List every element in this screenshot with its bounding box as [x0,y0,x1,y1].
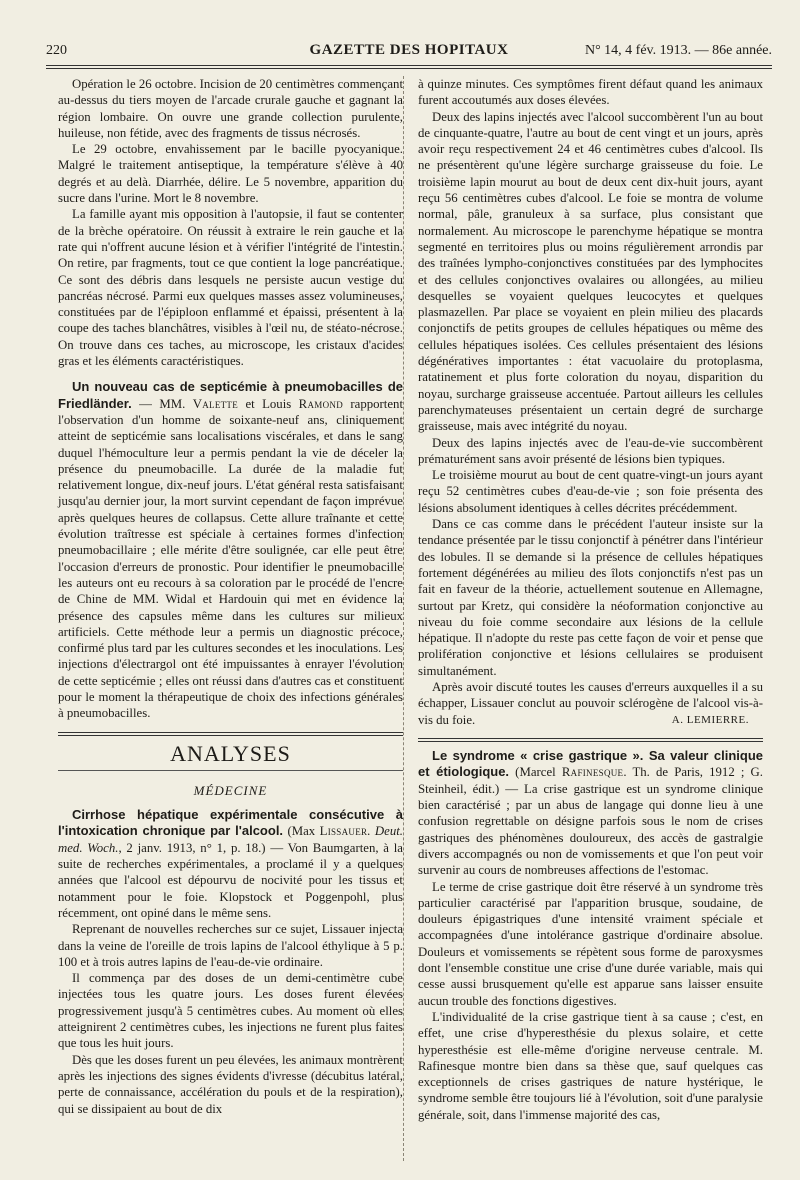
paragraph: Dans ce cas comme dans le précédent l'auteur insiste sur la tendance présentée par le tissu conjonctif à pénétrer dans l'intérieur des lobules. Il se demande si la présence de cellules hépatiques fortement dégénérées au milieu des îlots conjonctifs n'est pas un fait en faveur de la théorie, actuellement soutenue en Allemagne, surtout par Kretz, qui considère la néoformation conjonctive au niveau du foie comme secondaire aux lésions de la cellule hépatique. Il n'adopte du reste pas cette façon de voir et pense que prolifération conjonctive et lésions cellulaires se produisent simultanément. [418,517,763,678]
article-heading: Cirrhose hépatique expérimentale consécutive à l'intoxication chronique par l'alcool. [58,807,403,839]
author-signature: A. LEMIERRE. [671,713,749,726]
section-title: MÉDECINE [193,782,268,798]
author-name: Lissauer [319,824,368,839]
article-crise-gastrique [418,748,763,878]
journal-title: GAZETTE DES HOPITAUX [309,42,509,58]
article-heading: Le syndrome « crise gastrique ». Sa valeur clinique et étiologique. [418,748,763,780]
author-name: Ramond [298,396,343,411]
paragraph: Le troisième mourut au bout de cent quatre-vingt-un jours ayant reçu 52 centimètres cubes d'eau-de-vie ; son foie présenta des lésions absolument identiques à celles décrites précédemment. [418,468,763,515]
paragraph: Dès que les doses furent un peu élevées, les animaux montrèrent après les injections des signes évidents d'ivresse (décubitus latéral, perte de connaissance, accélération du pouls et de la respiration), qui se dissipaient au bout de dix [58,1052,403,1116]
journal-ref: . Deut. med. Woch. [58,824,403,855]
article-heading: Un nouveau cas de septicémie à pneumobacilles de Friedländer. [58,379,403,411]
paragraph: La famille ayant mis opposition à l'autopsie, il faut se contenter de la brèche opératoire. On réussit à extraire le rein gauche et la rate qui n'offrent aucune lésion et à vérifier l'intégrité de l'intestin. On retire, par fragments, tout ce que contient la loge pancréatique. Ce sont des débris dans lesquels ne persiste aucun vestige du pancréas nécrosé. Parmi eux quelques masses assez volumineuses, constituées par de l'épiploon enflammé et épaissi, présentent à la coupe des taches blanchâtres, visibles à l'œil nu, de stéato-nécrose. On trouve dans ces taches, au microscope, les cristaux d'acides gras et les éléments caractéristiques. [58,207,403,369]
page-number: 220 [46,43,67,58]
article-rule [418,738,763,742]
analyses-title: ANALYSES [170,740,291,766]
paragraph: Reprenant de nouvelles recherches sur ce sujet, Lissauer injecta dans la veine de l'oreille de trois lapins de l'alcool éthylique à 5 p. 100 et à trois autres lapins de l'eau-de-vie ordinaire. [58,922,403,969]
paragraph: L'individualité de la crise gastrique tient à sa cause ; c'est, en effet, une crise d'hyperesthésie du plexus solaire, et cette hyperesthésie est elle-même d'origine nerveuse centrale. M. Rafinesque montre bien dans sa thèse que, sauf quelques cas exceptionnels de crises gastriques de nature hystérique, le syndrome semble être toujours lié à l'évolution, soit d'une paralysie générale, soit, dans l'immense majorité des cas, [418,1009,763,1122]
text-run: rapportent l'observation d'un homme de soixante-neuf ans, cliniquement atteint de septicémie sans localisations viscérales, et dans le sang duquel l'hémoculture leur a permis pendant la vie de déceler la présence du pneumobacille. La durée de la maladie fut relativement longue, dix-neuf jours. L'état général resta satisfaisant jusqu'au dernier jour, la mort survint cependant de façon imprévue après quelques heures de collapsus. Cette allure traînante et cette évolution traîtresse est spéciale à certaines formes d'infection pneumobacillaire ; elle mérite d'être soulignée, car elle peut être l'occasion d'erreurs de pronostic. Pour identifier le pneumobacille les auteurs ont eu recours à sa coloration par le procédé de l'encre de Chine de MM. Widal et Hardouin qui met en évidence la présence des capsules même dans les cultures sur milieux artificiels. Cette méthode leur a permis un diagnostic précoce, confirmé plus tard par les cultures secondes et les inoculations. Les injections d'électrargol ont été impuissantes à enrayer l'évolution de cette septicémie ; elles ont réussi dans d'autres cas et constituent pour le moment la thérapeutique de choix des infections générales à pneumobacilles. [58,396,403,721]
paragraph: Opération le 26 octobre. Incision de 20 centimètres commençant au-dessus du tiers moyen de l'arcade crurale gauche et gagnant la région lombaire. On ouvre une grande collection purulente, huileuse, non fétide, avec des fragments de tissus nécrosés. [58,77,403,140]
paragraph: à quinze minutes. Ces symptômes firent défaut quand les animaux furent accoutumés aux doses élevées. [418,77,763,108]
paragraph: Le 29 octobre, envahissement par le bacille pyocyanique. Malgré le traitement antiseptique, la température s'élève à 40 degrés et au delà. Diarrhée, délire. Le 5 novembre, apparition du sucre dans l'urine. Mort le 8 novembre. [58,142,403,206]
text-run: — MM. [131,396,193,411]
page-header [46,40,772,62]
text-run: , 2 janv. 1913, n° 1, p. 18.) — Von Baumgarten, à la suite de recherches expérimentales, a proclamé il y a quelques années que l'alcool est dépourvu de nocivité pour les tissus et notamment pour le foie. Klopstock et Poggenpohl, plus récemment, ont opiné dans le même sens. [58,840,403,920]
article-cirrhose [58,807,403,921]
thin-rule [58,770,403,771]
section-rule [58,732,403,736]
right-column [418,76,763,1123]
text-run: et Louis [238,396,299,411]
paragraph: Le terme de crise gastrique doit être réservé à un syndrome très particulier caractérisé par l'apparition brusque, soudaine, de douleurs épigastriques d'une intensité vraiment spéciale et accompagnées d'une intolérance gastrique d'ordinaire absolue. Douleurs et vomissements se répètent sous forme de paroxysmes dont l'ensemble constitue une crise d'une durée variable, mais qui cesse aussi brusquement qu'elle est apparue sans laisser ensuite aucun trouble des fonctions digestives. [418,879,763,1008]
paragraph: Deux des lapins injectés avec de l'eau-de-vie succombèrent prématurément sans avoir présenté de lésions bien typiques. [418,435,763,466]
left-column [58,76,403,1117]
article-septicemie [58,379,403,721]
text-run: (Marcel [509,765,562,780]
column-divider [403,76,404,1161]
author-name: Valette [192,396,239,411]
spacer [58,369,403,379]
paragraph: Deux des lapins injectés avec l'alcool succombèrent l'un au bout de cinquante-quatre, l'autre au bout de cent vingt et un jours, après avoir reçu respectivement 24 et 46 centimètres cubes d'alcool. Ils ne présentèrent qu'une légère surcharge graisseuse du foie. Le troisième lapin mourut au bout de deux cent dix-huit jours, ayant reçu 56 centimètres cubes d'alcool. Le foie se montra de volume normal, pâle, granuleux à sa surface, plus consistant que normalement. Au microscope le parenchyme hépatique se montra segmenté en territoires plus ou moins régulièrement arrondis par des traînées lympho-conjonctives constituées par des lymphocites et des cellules conjonctives ovalaires ou allongées, au milieu desquelles se voyaient quelques leucocytes et quelques plasmazellen. Par place se voyaient en plein milieu des placards conjonctifs de petits groupes de cellules hépatiques ou même des cellules hépatiques isolées. Ces cellules présentaient des lésions dégénératives importantes : état vacuolaire du protoplasma, ratatinement et plus forte coloration du noyau, disparition du noyau, surcharge graisseuse accentuée. Partout ailleurs les cellules parenchymateuses présentaient un certain degré de surcharge graisseuse, mais avec intégrité du noyau. [418,109,763,434]
text-run: . Th. de Paris, 1912 ; G. Steinheil, édit.) — La crise gastrique est un syndrome clinique bien caractérisé ; par un abus de langage qui donne lieu à une confusion regrettable on désigne parfois sous le nom de crises gastriques des phénomènes douloureux, des accès de gastralgie divers accompagnés ou non de vomissements et que l'on peut voir survenir au cours de nombreuses affections de l'estomac. [418,765,763,878]
author-name: Rafinesque [561,765,624,780]
text-run: (Max [283,824,320,839]
header-rule [46,65,772,69]
paragraph: Il commença par des doses de un demi-centimètre cube injectées tous les quatre jours. Les doses furent élevées progressivement jusqu'à 5 centimètres cubes. Au moment où elles atteignirent 2 centimètres cubes, les injections ne furent plus faites que tous les huit jours. [58,971,403,1051]
issue-info: N° 14, 4 fév. 1913. — 86e année. [584,43,772,58]
paragraph: Après avoir discuté toutes les causes d'erreurs auxquelles il a su échapper, Lissauer conclut au pouvoir sclérogène de l'alcool vis-à-vis du foie. [418,679,763,727]
